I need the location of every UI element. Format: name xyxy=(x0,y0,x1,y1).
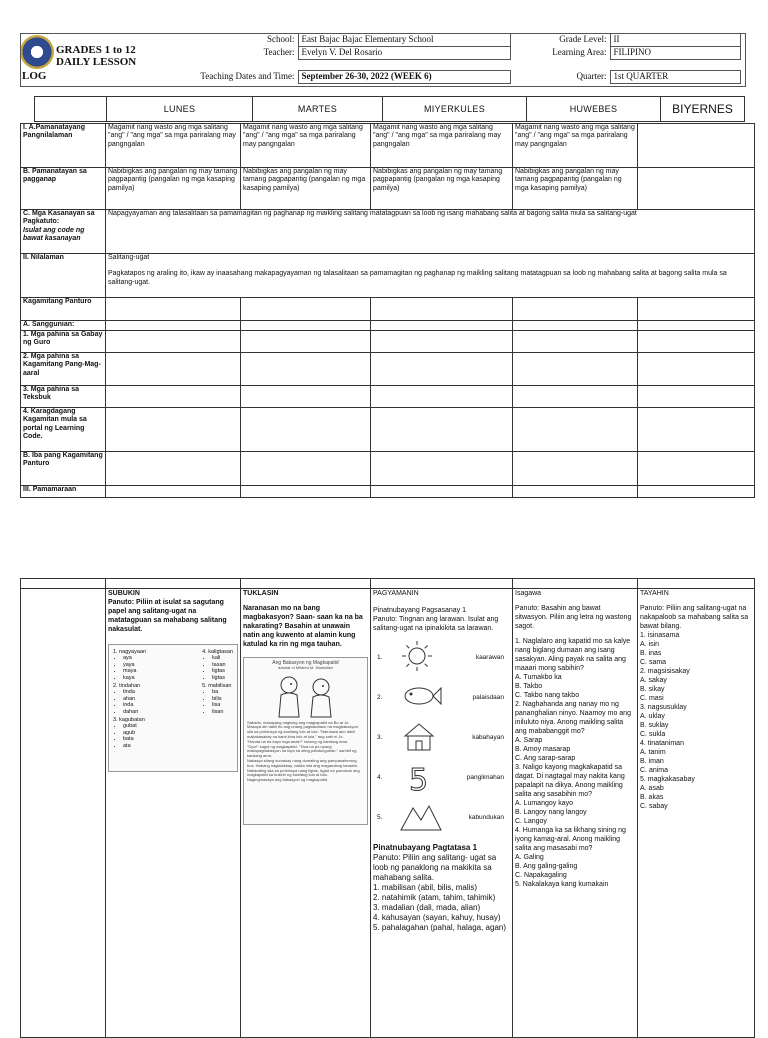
logo-line1: GRADES 1 to 12 xyxy=(56,44,136,56)
teacher-label: Teacher: xyxy=(263,46,295,57)
pagyamanin-sub: Pinatnubayang Pagsasanay 1 xyxy=(373,607,467,614)
subukin-word: 4. kaligtasan xyxy=(202,649,233,655)
pagtatasa-item: 4. kahusayan (sayan, kahuy, husay) xyxy=(373,913,501,922)
row-kagamitang xyxy=(21,353,755,386)
subukin-option: • kaya xyxy=(123,675,146,681)
tayahin-item: A. asab xyxy=(640,785,664,792)
gabay-label: 1. Mga pahina sa Gabay ng Guro xyxy=(21,331,106,353)
pagtatasa-title: Pinatnubayang Pagtatasa 1 xyxy=(373,843,478,852)
pagyamanin-cell xyxy=(371,589,513,1038)
tayahin-item: A. isin xyxy=(640,641,660,648)
subukin-option: • ahan xyxy=(123,696,146,702)
pamantayang-huwebes: Magamit nang wasto ang mga salitang "ang" / "ang mga" sa mga pariralang may pangngalan xyxy=(513,124,638,168)
paganap-label: B. Pamanatayan sa pagganap xyxy=(21,168,106,210)
day-miyerkules: MIYERKULES xyxy=(383,97,527,122)
subukin-options xyxy=(113,689,146,715)
subukin-option: • ba xyxy=(212,689,233,695)
isagawa-cell xyxy=(513,589,638,1038)
subukin-option: • bata xyxy=(123,736,146,742)
kasanayan-label: C. Mga Kasanayan sa Pagkatuto: xyxy=(23,210,95,226)
school-label: School: xyxy=(266,33,295,44)
quarter-label: Quarter: xyxy=(576,70,607,81)
tayahin-item: B. akas xyxy=(640,794,664,801)
isagawa-item: 1. Naglalaro ang kapatid mo sa kalye nang biglang dumaan ang isang sasakyan. Aling payak na salita ang maaari mong sabihin? xyxy=(515,638,631,672)
iba-label: B. Iba pang Kagamitang Panturo xyxy=(21,452,106,486)
pagtatasa-item: 2. natahimik (atam, tahim, tahimik) xyxy=(373,893,496,902)
picture-word: kabahayan xyxy=(472,733,504,741)
pamantayang-martes: Magamit nang wasto ang mga salitang "ang" / "ang mga" sa mga pariralang may pangngalan xyxy=(241,124,371,168)
isagawa-item: C. Langoy xyxy=(515,818,547,825)
tayahin-item: A. uklay xyxy=(640,713,665,720)
subukin-option: • tasan xyxy=(212,662,233,668)
subukin-item xyxy=(113,683,146,715)
isagawa-item: A. Galing xyxy=(515,854,544,861)
svg-text:5: 5 xyxy=(409,763,429,794)
picture-word: palaisdaan xyxy=(472,693,504,701)
subukin-option: • lisa xyxy=(212,702,233,708)
tayahin-item: A. tanim xyxy=(640,749,666,756)
grade-label: Grade Level: xyxy=(559,33,607,44)
picture-exercise xyxy=(373,637,510,839)
subukin-word: 2. tindahan xyxy=(113,683,141,690)
tayahin-item: B. suklay xyxy=(640,722,669,729)
day-martes: MARTES xyxy=(253,97,383,122)
isagawa-item: A. Lumangoy kayo xyxy=(515,800,573,807)
tayahin-item: C. masi xyxy=(640,695,664,702)
picture-icon xyxy=(399,720,445,754)
sanggunian-label: A. Sanggunian: xyxy=(21,321,106,331)
subukin-option: • maya xyxy=(123,668,146,674)
school-value: East Bajac Bajac Elementary School xyxy=(298,34,510,47)
teacher-value: Evelyn V. Del Rosario xyxy=(298,47,510,60)
procedure-top-row xyxy=(21,579,755,589)
isagawa-item: B. Langoy nang langoy xyxy=(515,809,587,816)
row-pamantayang xyxy=(21,124,755,168)
tayahin-list xyxy=(640,631,752,811)
kagamitang-label: 2. Mga pahina sa Kagamitang Pang-Mag-aaral xyxy=(21,353,106,386)
isagawa-title: Isagawa xyxy=(515,590,542,597)
day-biyernes: BIYERNES xyxy=(661,97,745,122)
row-kasanayan xyxy=(21,210,755,254)
subukin-options xyxy=(202,655,233,681)
pagyamanin-title: PAGYAMANIN xyxy=(373,590,419,597)
story-author: isinulat ni Mildred M. Montañez xyxy=(277,664,334,670)
picture-icon xyxy=(399,640,445,674)
story-p1: Sabado, masayang nagising ang magkapatid na Bo at Jo. Masaya din dahil ito ang unang pagkakataon na magbakasyon sila sa probinsya ng kanilang lolo at lola. "Natutuwa ako dahil makakasakay na kami kina lolo at lola," ang sabi ni Jo. xyxy=(247,719,358,739)
subukin-option: • inda xyxy=(123,702,146,708)
isagawa-item: C. Napakagaling xyxy=(515,872,567,879)
children-illustration xyxy=(251,673,361,719)
pamantayang-biyernes xyxy=(638,124,755,168)
header-info-table xyxy=(180,33,741,84)
dates-value: September 26-30, 2022 (WEEK 6) xyxy=(298,71,510,84)
subukin-option: • bilis xyxy=(212,696,233,702)
grade-value: II xyxy=(610,34,740,47)
subukin-option: • aya xyxy=(123,655,146,661)
picture-row xyxy=(373,637,510,677)
isagawa-list xyxy=(515,637,635,889)
isagawa-item: 4. Humanga ka sa likhang sining ng iyong kamag-aral. Anong maikling salita ang masasabi mo? xyxy=(515,827,626,852)
subukin-item xyxy=(113,717,146,749)
subukin-word: 3. kagubatan xyxy=(113,717,145,724)
row-iba xyxy=(21,452,755,486)
paganap-huwebes: Nabibigkas ang pangalan ng may tamang pagpapantig (pangalan ng mga kasaping pamilya) xyxy=(513,168,638,210)
subukin-options xyxy=(113,723,146,749)
nilalaman-cell xyxy=(106,254,755,298)
isagawa-item: B. Ang galing-galing xyxy=(515,863,578,870)
paganap-lunes: Nabibigkas ang pangalan ng may tamang pagpapantig (pangalan ng mga kasaping pamilya) xyxy=(106,168,241,210)
picture-icon xyxy=(399,680,445,714)
subukin-option: • tinda xyxy=(123,689,146,695)
isagawa-item: C. Ang sarap-sarap xyxy=(515,755,576,762)
row-gabay xyxy=(21,331,755,353)
pagtatasa-item: 1. mabilisan (abil, bilis, malis) xyxy=(373,883,478,892)
tayahin-item: 3. nagsusuklay xyxy=(640,704,687,711)
isagawa-item: 5. Nakalakaya kang kumakain xyxy=(515,881,609,888)
tayahin-item: A. sakay xyxy=(640,677,667,684)
story-p3: "Opo!" sagot ng magkapatid. "Tara na po upang makapagbakasyon na tayo sa ating patutunguhan," sambit ng kanilang ama. xyxy=(247,743,357,759)
subukin-option: • gubat xyxy=(123,723,146,729)
tayahin-item: 5. magkakasabay xyxy=(640,776,695,783)
day-huwebes: HUWEBES xyxy=(527,97,661,122)
paganap-biyernes xyxy=(638,168,755,210)
tayahin-title: TAYAHIN xyxy=(640,590,669,597)
picture-row xyxy=(373,677,510,717)
row-teksbuk xyxy=(21,386,755,408)
procedure-table xyxy=(20,578,755,1038)
pagtatasa-item: 3. madalian (dali, mada, alian) xyxy=(373,903,481,912)
pagtatasa-list xyxy=(373,883,510,933)
nilalaman-text: Pagkatapos ng araling ito, ikaw ay inaasahang makapagyayaman ng talasalitaan sa pamamagitan ng paghanap ng maikling salitang matatagpuan sa loob ng mahabang salita at bagong salita mula sa salitang-ugat. xyxy=(108,270,727,286)
picture-row xyxy=(373,797,510,837)
isagawa-item: B. Amoy masarap xyxy=(515,746,571,753)
subukin-option: • ligtas xyxy=(212,668,233,674)
subukin-word: 5. mabilisan xyxy=(202,683,232,690)
subukin-option: • dahan xyxy=(123,709,146,715)
days-empty-cell xyxy=(35,97,107,122)
picture-number: 3. xyxy=(377,733,383,741)
kasanayan-note: Isulat ang code ng bawat kasanayan xyxy=(23,226,85,242)
subukin-options xyxy=(113,655,146,681)
tuklasin-text: Naranasan mo na bang magbakasyon? Saan- saan ka na ba nakarating? Basahin at unawain natin ang kuwento at alamin kung katulad ka rin ng mga tauhan. xyxy=(243,605,363,648)
row-pamamaraan xyxy=(21,486,755,498)
isagawa-item: A. Sarap xyxy=(515,737,543,744)
pamantayang-miyerkules: Magamit nang wasto ang mga salitang "ang" / "ang mga" sa mga pariralang may pangngalan xyxy=(371,124,513,168)
picture-rows xyxy=(373,637,510,837)
tayahin-item: B. iman xyxy=(640,758,664,765)
row-sanggunian xyxy=(21,321,755,331)
tuklasin-title: TUKLASIN xyxy=(243,590,279,597)
tayahin-item: C. sabay xyxy=(640,803,668,810)
pagtatasa-item: 5. pahalagahan (pahal, halaga, agan) xyxy=(373,923,506,932)
lesson-plan-table xyxy=(20,123,755,498)
pagtatasa-text: Panuto: Piliin ang salitang- ugat sa loob ng panaklong na makikita sa mahabang salita. xyxy=(373,853,497,882)
picture-word: panglimahan xyxy=(466,773,504,781)
tayahin-item: C. sama xyxy=(640,659,667,666)
tuklasin-cell xyxy=(241,589,371,1038)
row-kagamitan xyxy=(21,298,755,321)
row-paganap xyxy=(21,168,755,210)
nilalaman-label: II. Nilalaman xyxy=(21,254,106,298)
subukin-worksheet-image xyxy=(108,644,238,772)
row-nilalaman xyxy=(21,254,755,298)
picture-word: kaarawan xyxy=(475,653,504,661)
subukin-options xyxy=(202,689,233,715)
subukin-text: Panuto: Piliin at isulat sa sagutang papel ang salitang-ugat na matatagpuan sa mahabang salitang nakasulat. xyxy=(108,599,227,633)
subukin-option: • agub xyxy=(123,730,146,736)
tayahin-text: Panuto: Piliin ang salitang-ugat na nakapaloob sa mahabang salita sa bawat bilang. xyxy=(640,605,749,630)
procedure-content-row xyxy=(21,589,755,1038)
procedure-label-cell xyxy=(21,589,106,1038)
subukin-item xyxy=(202,649,233,681)
subukin-cell xyxy=(106,589,241,1038)
row-karagdagang xyxy=(21,408,755,452)
tayahin-item: C. sukla xyxy=(640,731,666,738)
isagawa-item: 3. Naligo kayong magkakapatid sa dagat. Di nagtagal may nakita kang papalapit na dikya. Anong maikling salita ang sasabihin mo? xyxy=(515,764,625,798)
subukin-option: • ligtas xyxy=(212,675,233,681)
tayahin-cell xyxy=(638,589,755,1038)
quarter-value: 1st QUARTER xyxy=(610,71,740,84)
subukin-option: • yaya xyxy=(123,662,146,668)
picture-number: 4. xyxy=(377,773,383,781)
pamantayang-label: I. A.Pamanatayang Pangnilalaman xyxy=(21,124,106,168)
paganap-martes: Nabibigkas ang pangalan ng may tamang pagpapantig (pangalan ng mga kasaping pamilya) xyxy=(241,168,371,210)
isagawa-item: A. Tumakbo ka xyxy=(515,674,562,681)
subukin-item xyxy=(202,683,233,715)
subukin-option: • ata xyxy=(123,743,146,749)
story-title: Ang Bakasyon ng Magkapatid xyxy=(272,660,339,666)
paganap-miyerkules: Nabibigkas ang pangalan ng may tamang pagpapantig (pangalan ng mga kasaping pamilya) xyxy=(371,168,513,210)
subukin-option: • lisan xyxy=(212,709,233,715)
story-p2: "Handa na ba kayo mga anak?" tanong ng kanilang ama. xyxy=(247,738,349,744)
picture-row xyxy=(373,757,510,797)
area-value: FILIPINO xyxy=(610,47,740,60)
picture-number: 5. xyxy=(377,813,383,821)
subukin-option: • kali xyxy=(212,655,233,661)
tayahin-item: 1. isinasama xyxy=(640,632,680,639)
dates-label: Teaching Dates and Time: xyxy=(200,70,295,81)
story-image xyxy=(243,657,368,825)
story-p6: Nagingmasaya ang bakasyon ng magkapatid. xyxy=(247,777,329,783)
kasanayan-label-cell xyxy=(21,210,106,254)
logo-line3: LOG xyxy=(22,70,47,82)
tayahin-item: C. anima xyxy=(640,767,669,774)
story-p4: Nakasya silang sumakay nang dumating ang pampasaherong bus. Habang naglalakbay, nakita nila ang magandang tanawin. xyxy=(247,757,359,768)
picture-icon xyxy=(399,800,445,834)
pamantayang-lunes: Magamit nang wasto ang mga salitang "ang" / "ang mga" sa mga pariralang may pangngalan xyxy=(106,124,241,168)
day-lunes: LUNES xyxy=(107,97,253,122)
tayahin-item: B. inas xyxy=(640,650,662,657)
subukin-item xyxy=(113,649,146,681)
picture-word: kabundukan xyxy=(468,813,504,821)
isagawa-item: B. Takbo xyxy=(515,683,543,690)
tayahin-item: 4. tinataniman xyxy=(640,740,684,747)
days-header-row xyxy=(34,96,745,122)
teksbuk-label: 3. Mga pahina sa Teksbuk xyxy=(21,386,106,408)
subukin-word: 1. nagyayaan xyxy=(113,649,147,655)
karagdagang-label: 4. Karagdagang Kagamitan mula sa portal ng Learning Code. xyxy=(21,408,106,452)
nilalaman-title: Salitang-ugat xyxy=(108,254,150,261)
picture-number: 1. xyxy=(377,653,383,661)
story-p5: Nakarating sila sa probinsya nang ligtas. Agad na pumasok ang magkapatid sa bukirin ng kanilang lolo at lola. xyxy=(247,767,360,778)
picture-icon xyxy=(399,760,445,794)
area-label: Learning Area: xyxy=(552,46,607,57)
subukin-title: SUBUKIN xyxy=(108,590,140,597)
isagawa-item: C. Takbo nang takbo xyxy=(515,692,580,699)
logo-line2: DAILY LESSON xyxy=(56,56,137,68)
kagamitan-label: Kagamitang Panturo xyxy=(21,298,106,321)
picture-number: 2. xyxy=(377,693,383,701)
pagyamanin-text: Panuto: Tingnan ang larawan. Isulat ang salitang-ugat na ipinakikita sa larawan. xyxy=(373,616,499,632)
tayahin-item: 2. magsisisakay xyxy=(640,668,690,675)
subukin-list-left xyxy=(113,649,146,751)
isagawa-item: 2. Naghahanda ang nanay mo ng pananghalian ninyo. Naamoy mo ang iniluluto niya. Anong maikling salita ang mababanggit mo? xyxy=(515,701,631,735)
isagawa-text: Panuto: Basahin ang bawat sitwasyon. Piliin ang letra ng wastong sagot. xyxy=(515,605,632,630)
subukin-list-right xyxy=(202,649,233,751)
pamamaraan-label: III. Pamamaraan xyxy=(21,486,106,498)
tayahin-item: B. sikay xyxy=(640,686,665,693)
kasanayan-text: Napagyayaman ang talasalitaan sa pamamagitan ng paghanap ng maikling salitang matatagpuan sa loob ng isang mahabang salita at bagong salita mula sa salitang-ugat xyxy=(106,210,755,254)
picture-row xyxy=(373,717,510,757)
